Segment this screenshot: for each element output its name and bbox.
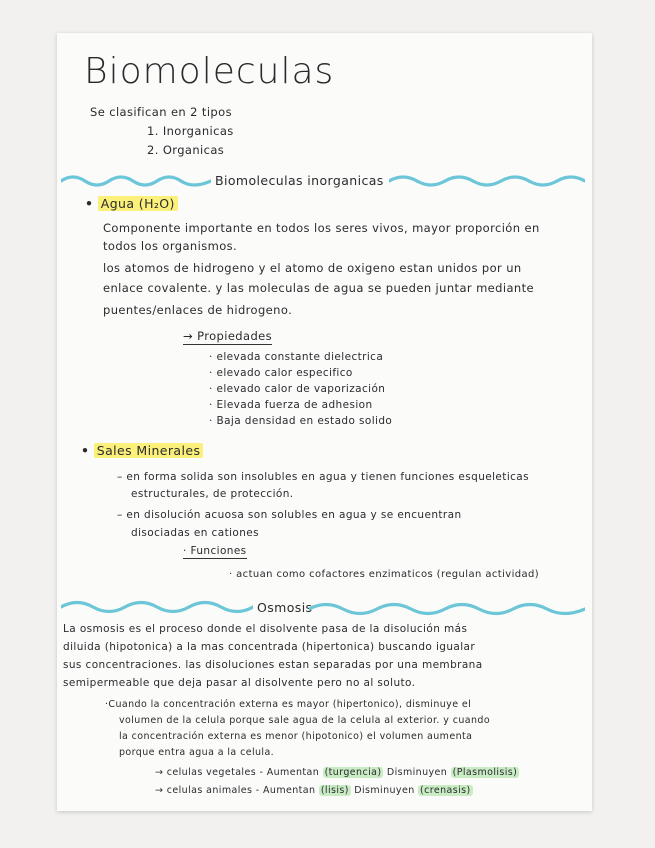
agua-line-2: todos los organismos. (103, 239, 238, 253)
propiedad-5: · Baja densidad en estado solido (209, 415, 393, 427)
sales-line-2: estructurales, de protección. (131, 488, 294, 500)
section-heading-osmosis: Osmosis (257, 600, 313, 615)
notebook-page (57, 33, 592, 811)
osmosis-line-4: semipermeable que deja pasar al disolvente pero no al soluto. (63, 677, 416, 689)
animales-row (155, 785, 473, 796)
intro-item-2: 2. Organicas (147, 143, 225, 157)
propiedad-3: · elevado calor de vaporización (209, 383, 386, 395)
bullet-dot: • (81, 443, 90, 458)
osmosis-line-2: diluida (hipotonica) a la mas concentrada (hipertonica) buscando igualar (63, 641, 476, 653)
sales-line-1: – en forma solida son insolubles en agua y tienen funciones esqueleticas (117, 471, 530, 483)
osmosis-line-1: La osmosis es el proceso donde el disolvente pasa de la disolución más (63, 623, 468, 635)
agua-line-3: los atomos de hidrogeno y el atomo de oxigeno estan unidos por un (103, 261, 522, 275)
osmosis-detail-2: volumen de la celula porque sale agua de la celula al exterior. y cuando (119, 715, 491, 726)
wave-divider-left (61, 173, 211, 189)
sales-label: Sales Minerales (94, 443, 204, 458)
section-heading-inorganicas: Biomoleculas inorganicas (215, 173, 384, 188)
propiedad-1: · elevada constante dielectrica (209, 351, 384, 363)
intro-item-1: 1. Inorganicas (147, 124, 234, 138)
animales-aumentan: (lisis) (320, 785, 349, 796)
wave-divider-right-2 (309, 599, 585, 617)
sales-line-4: disociadas en cationes (131, 527, 260, 539)
osmosis-detail-4: porque entra agua a la celula. (119, 747, 275, 758)
propiedades-label: → Propiedades (183, 329, 273, 343)
propiedad-4: · Elevada fuerza de adhesion (209, 399, 373, 411)
osmosis-detail-3: la concentración externa es menor (hipotonico) el volumen aumenta (119, 731, 473, 742)
osmosis-line-3: sus concentraciones. las disoluciones estan separadas por una membrana (63, 659, 483, 671)
page-title: Biomoleculas (84, 51, 335, 92)
agua-label: Agua (H₂O) (98, 196, 178, 211)
vegetales-middle: Disminuyen (386, 767, 448, 778)
sales-heading (81, 443, 203, 458)
agua-line-4: enlace covalente. y las moleculas de agua se pueden juntar mediante (103, 281, 534, 295)
intro-line: Se clasifican en 2 tipos (90, 105, 232, 119)
agua-line-5: puentes/enlaces de hidrogeno. (103, 303, 293, 317)
propiedad-2: · elevado calor especifico (209, 367, 353, 379)
bullet-dot: • (85, 196, 94, 211)
funciones-item: · actuan como cofactores enzimaticos (regulan actividad) (229, 569, 540, 580)
wave-divider-right (389, 173, 585, 189)
animales-middle: Disminuyen (354, 785, 415, 796)
funciones-label: · Funciones (183, 545, 247, 557)
wave-divider-left-2 (61, 597, 253, 615)
agua-heading (85, 196, 178, 211)
vegetales-disminuyen: (Plasmolisis) (452, 767, 518, 778)
osmosis-detail-1: ·Cuando la concentración externa es mayor (hipertonico), disminuye el (105, 699, 472, 710)
sales-line-3: – en disolución acuosa son solubles en agua y se encuentran (117, 509, 462, 521)
animales-disminuyen: (crenasis) (420, 785, 471, 796)
animales-prefix: → celulas animales - Aumentan (155, 785, 316, 796)
vegetales-prefix: → celulas vegetales - Aumentan (155, 767, 320, 778)
vegetales-row (155, 767, 519, 778)
agua-line-1: Componente importante en todos los seres vivos, mayor proporción en (103, 221, 540, 235)
vegetales-aumentan: (turgencia) (324, 767, 382, 778)
